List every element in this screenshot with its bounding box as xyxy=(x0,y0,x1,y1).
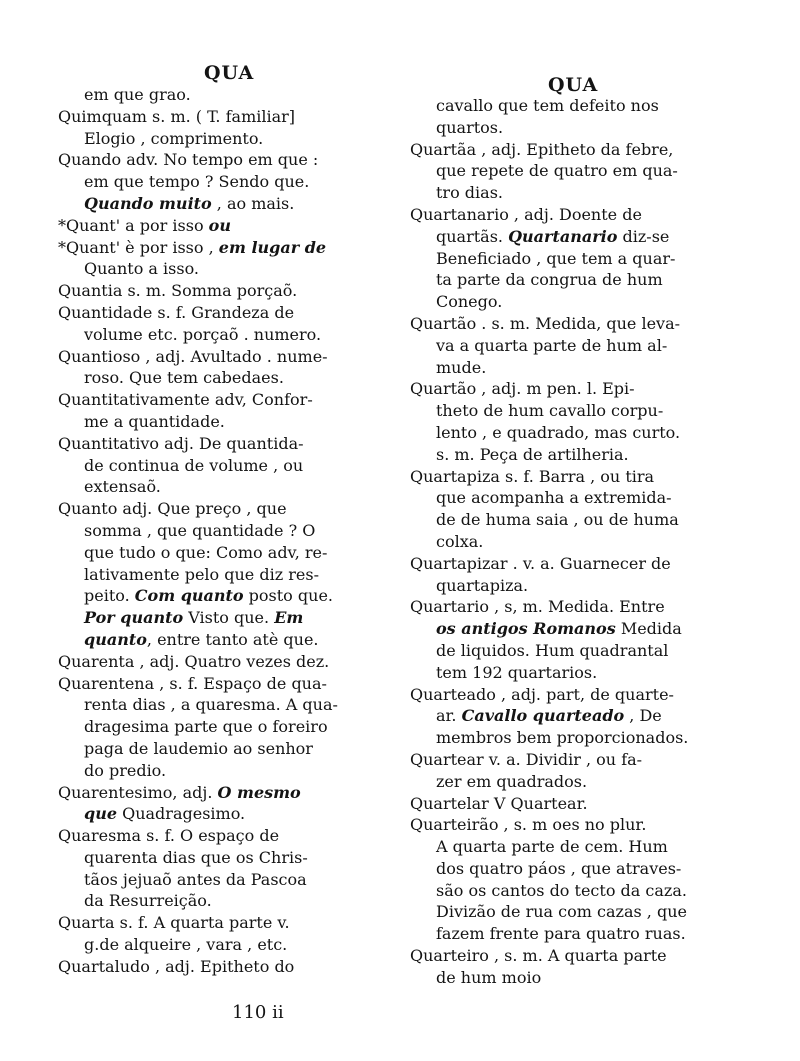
dictionary-line: Quantitativo adj. De quantida- xyxy=(58,433,304,453)
text-run: Quadragesimo. xyxy=(117,804,246,824)
dictionary-line: Quartear v. a. Dividir , ou fa- xyxy=(410,749,643,769)
text-run: , De xyxy=(624,706,662,726)
dictionary-line: Conego. xyxy=(436,292,503,312)
text-run: *Quant' a por isso xyxy=(58,215,209,235)
dictionary-line: de continua de volume , ou xyxy=(84,455,304,475)
text-run: *Quant' è por isso , xyxy=(58,237,219,257)
dictionary-line: quartos. xyxy=(436,117,504,137)
dictionary-line: que repete de quatro em qua- xyxy=(436,161,678,181)
dictionary-line: zer em quadrados. xyxy=(436,771,588,791)
dictionary-line: Quarta s. f. A quarta parte v. xyxy=(58,913,290,933)
dictionary-line xyxy=(58,782,393,804)
dictionary-line xyxy=(58,193,393,215)
dictionary-line: extensaõ. xyxy=(84,477,161,497)
dictionary-line: Elogio , comprimento. xyxy=(84,128,264,148)
dictionary-line: Quartaludo , adj. Epitheto do xyxy=(58,956,295,976)
dictionary-line: Quantioso , adj. Avultado . nume- xyxy=(58,346,328,366)
dictionary-line: Quartapiza s. f. Barra , ou tira xyxy=(410,466,655,486)
dictionary-line: A quarta parte de cem. Hum xyxy=(436,837,668,857)
dictionary-line: tem 192 quartarios. xyxy=(436,662,598,682)
italic-phrase: os antigos Romanos xyxy=(436,619,616,639)
right-running-head: QUA xyxy=(548,74,599,96)
dictionary-line: ta parte da congrua de hum xyxy=(436,270,663,290)
text-run: posto que. xyxy=(243,586,333,606)
dictionary-line: Divizão de rua com cazas , que xyxy=(436,902,687,922)
text-run: , ao mais. xyxy=(211,193,295,213)
italic-phrase: em lugar de xyxy=(218,237,327,257)
dictionary-line: Quarteirão , s. m oes no plur. xyxy=(410,815,647,835)
dictionary-line: Quartãa , adj. Epitheto da febre, xyxy=(410,139,674,159)
dictionary-line: lativamente pelo que diz res- xyxy=(84,564,319,584)
dictionary-line: Quimquam s. m. ( T. familiar] xyxy=(58,106,296,126)
dictionary-line: tro dias. xyxy=(436,183,503,203)
dictionary-line: dragesima parte que o foreiro xyxy=(84,717,328,737)
italic-phrase: ou xyxy=(208,215,231,235)
dictionary-line: do predio. xyxy=(84,760,167,780)
dictionary-line: renta dias , a quaresma. A qua- xyxy=(84,695,338,715)
dictionary-line: Quarteado , adj. part, de quarte- xyxy=(410,684,674,704)
italic-phrase: Quartanario xyxy=(508,226,618,246)
dictionary-line: Quantitativamente adv, Confor- xyxy=(58,390,313,410)
dictionary-line: roso. Que tem cabedaes. xyxy=(84,368,284,388)
text-run: quartãs. xyxy=(436,226,509,246)
text-run: Quarentesimo, adj. xyxy=(58,782,218,802)
dictionary-line: Quaresma s. f. O espaço de xyxy=(58,826,280,846)
dictionary-line: me a quantidade. xyxy=(84,411,225,431)
dictionary-line: g.de alqueire , vara , etc. xyxy=(84,935,288,955)
dictionary-line: que acompanha a extremida- xyxy=(436,488,672,508)
italic-phrase: Por quanto xyxy=(84,608,184,628)
dictionary-line: Quartelar V Quartear. xyxy=(410,793,588,813)
dictionary-line xyxy=(410,618,760,640)
dictionary-line: são os cantos do tecto da caza. xyxy=(436,880,687,900)
dictionary-line xyxy=(58,607,393,629)
italic-phrase: Em xyxy=(274,608,304,628)
dictionary-line: somma , que quantidade ? O xyxy=(84,520,316,540)
dictionary-line xyxy=(58,629,393,651)
dictionary-line: em que tempo ? Sendo que. xyxy=(84,172,310,192)
dictionary-line: va a quarta parte de hum al- xyxy=(436,335,668,355)
dictionary-line: tãos jejuaõ antes da Pascoa xyxy=(84,869,307,889)
dictionary-line: de liquidos. Hum quadrantal xyxy=(436,640,669,660)
dictionary-line: membros bem proporcionados. xyxy=(436,728,689,748)
italic-phrase: Cavallo quarteado xyxy=(461,706,625,726)
dictionary-line: Quantia s. m. Somma porçaõ. xyxy=(58,281,298,301)
italic-phrase: que xyxy=(84,804,117,824)
dictionary-line xyxy=(410,705,760,727)
dictionary-line xyxy=(410,226,760,248)
dictionary-line: de hum moio xyxy=(436,967,542,987)
right-column xyxy=(410,95,760,989)
text-run: Visto que. xyxy=(183,608,275,628)
text-run: peito. xyxy=(84,586,135,606)
dictionary-line xyxy=(58,585,393,607)
page-number: 110 ii xyxy=(232,1002,284,1023)
dictionary-line: lento , e quadrado, mas curto. xyxy=(436,422,681,442)
text-run: diz-se xyxy=(617,226,670,246)
text-run: Medida xyxy=(615,619,682,639)
italic-phrase: Com quanto xyxy=(134,586,244,606)
dictionary-line: quartapiza. xyxy=(436,575,529,595)
italic-phrase: O mesmo xyxy=(217,782,301,802)
dictionary-line: da Resurreição. xyxy=(84,891,212,911)
dictionary-line: Quanto adj. Que preço , que xyxy=(58,499,287,519)
dictionary-line: dos quatro páos , que atraves- xyxy=(436,858,682,878)
dictionary-line: s. m. Peça de artilheria. xyxy=(436,444,629,464)
text-run: ar. xyxy=(436,706,462,726)
dictionary-line: Quartario , s, m. Medida. Entre xyxy=(410,597,665,617)
dictionary-line: Beneficiado , que tem a quar- xyxy=(436,248,676,268)
dictionary-line xyxy=(58,215,393,237)
dictionary-line: paga de laudemio ao senhor xyxy=(84,738,313,758)
left-running-head: QUA xyxy=(204,62,255,84)
italic-phrase: quanto xyxy=(84,629,147,649)
text-run: , entre tanto atè que. xyxy=(146,629,319,649)
dictionary-line: mude. xyxy=(436,357,487,377)
dictionary-line: Quartapizar . v. a. Guarnecer de xyxy=(410,553,671,573)
dictionary-line: Quanto a isso. xyxy=(84,259,200,279)
dictionary-line: em que grao. xyxy=(84,85,191,104)
left-column xyxy=(58,84,393,978)
dictionary-line: fazem frente para quatro ruas. xyxy=(436,924,686,944)
dictionary-line: de de huma saia , ou de huma xyxy=(436,510,679,530)
dictionary-line: colxa. xyxy=(436,531,484,551)
dictionary-line: que tudo o que: Como adv, re- xyxy=(84,542,328,562)
dictionary-line xyxy=(58,237,393,259)
dictionary-line: Quartão , adj. m pen. l. Epi- xyxy=(410,379,635,399)
dictionary-line: Quantidade s. f. Grandeza de xyxy=(58,302,295,322)
dictionary-line xyxy=(58,803,393,825)
dictionary-line: Quando adv. No tempo em que : xyxy=(58,150,319,170)
dictionary-line: quarenta dias que os Chris- xyxy=(84,847,308,867)
dictionary-line: Quartanario , adj. Doente de xyxy=(410,204,642,224)
dictionary-line: Quartão . s. m. Medida, que leva- xyxy=(410,313,681,333)
dictionary-line: Quarteiro , s. m. A quarta parte xyxy=(410,946,667,966)
italic-phrase: Quando muito xyxy=(84,193,212,213)
dictionary-line: Quarentena , s. f. Espaço de qua- xyxy=(58,673,327,693)
dictionary-line: cavallo que tem defeito nos xyxy=(436,96,659,115)
dictionary-line: Quarenta , adj. Quatro vezes dez. xyxy=(58,651,330,671)
dictionary-line: volume etc. porçaõ . numero. xyxy=(84,324,322,344)
dictionary-line: theto de hum cavallo corpu- xyxy=(436,401,664,421)
